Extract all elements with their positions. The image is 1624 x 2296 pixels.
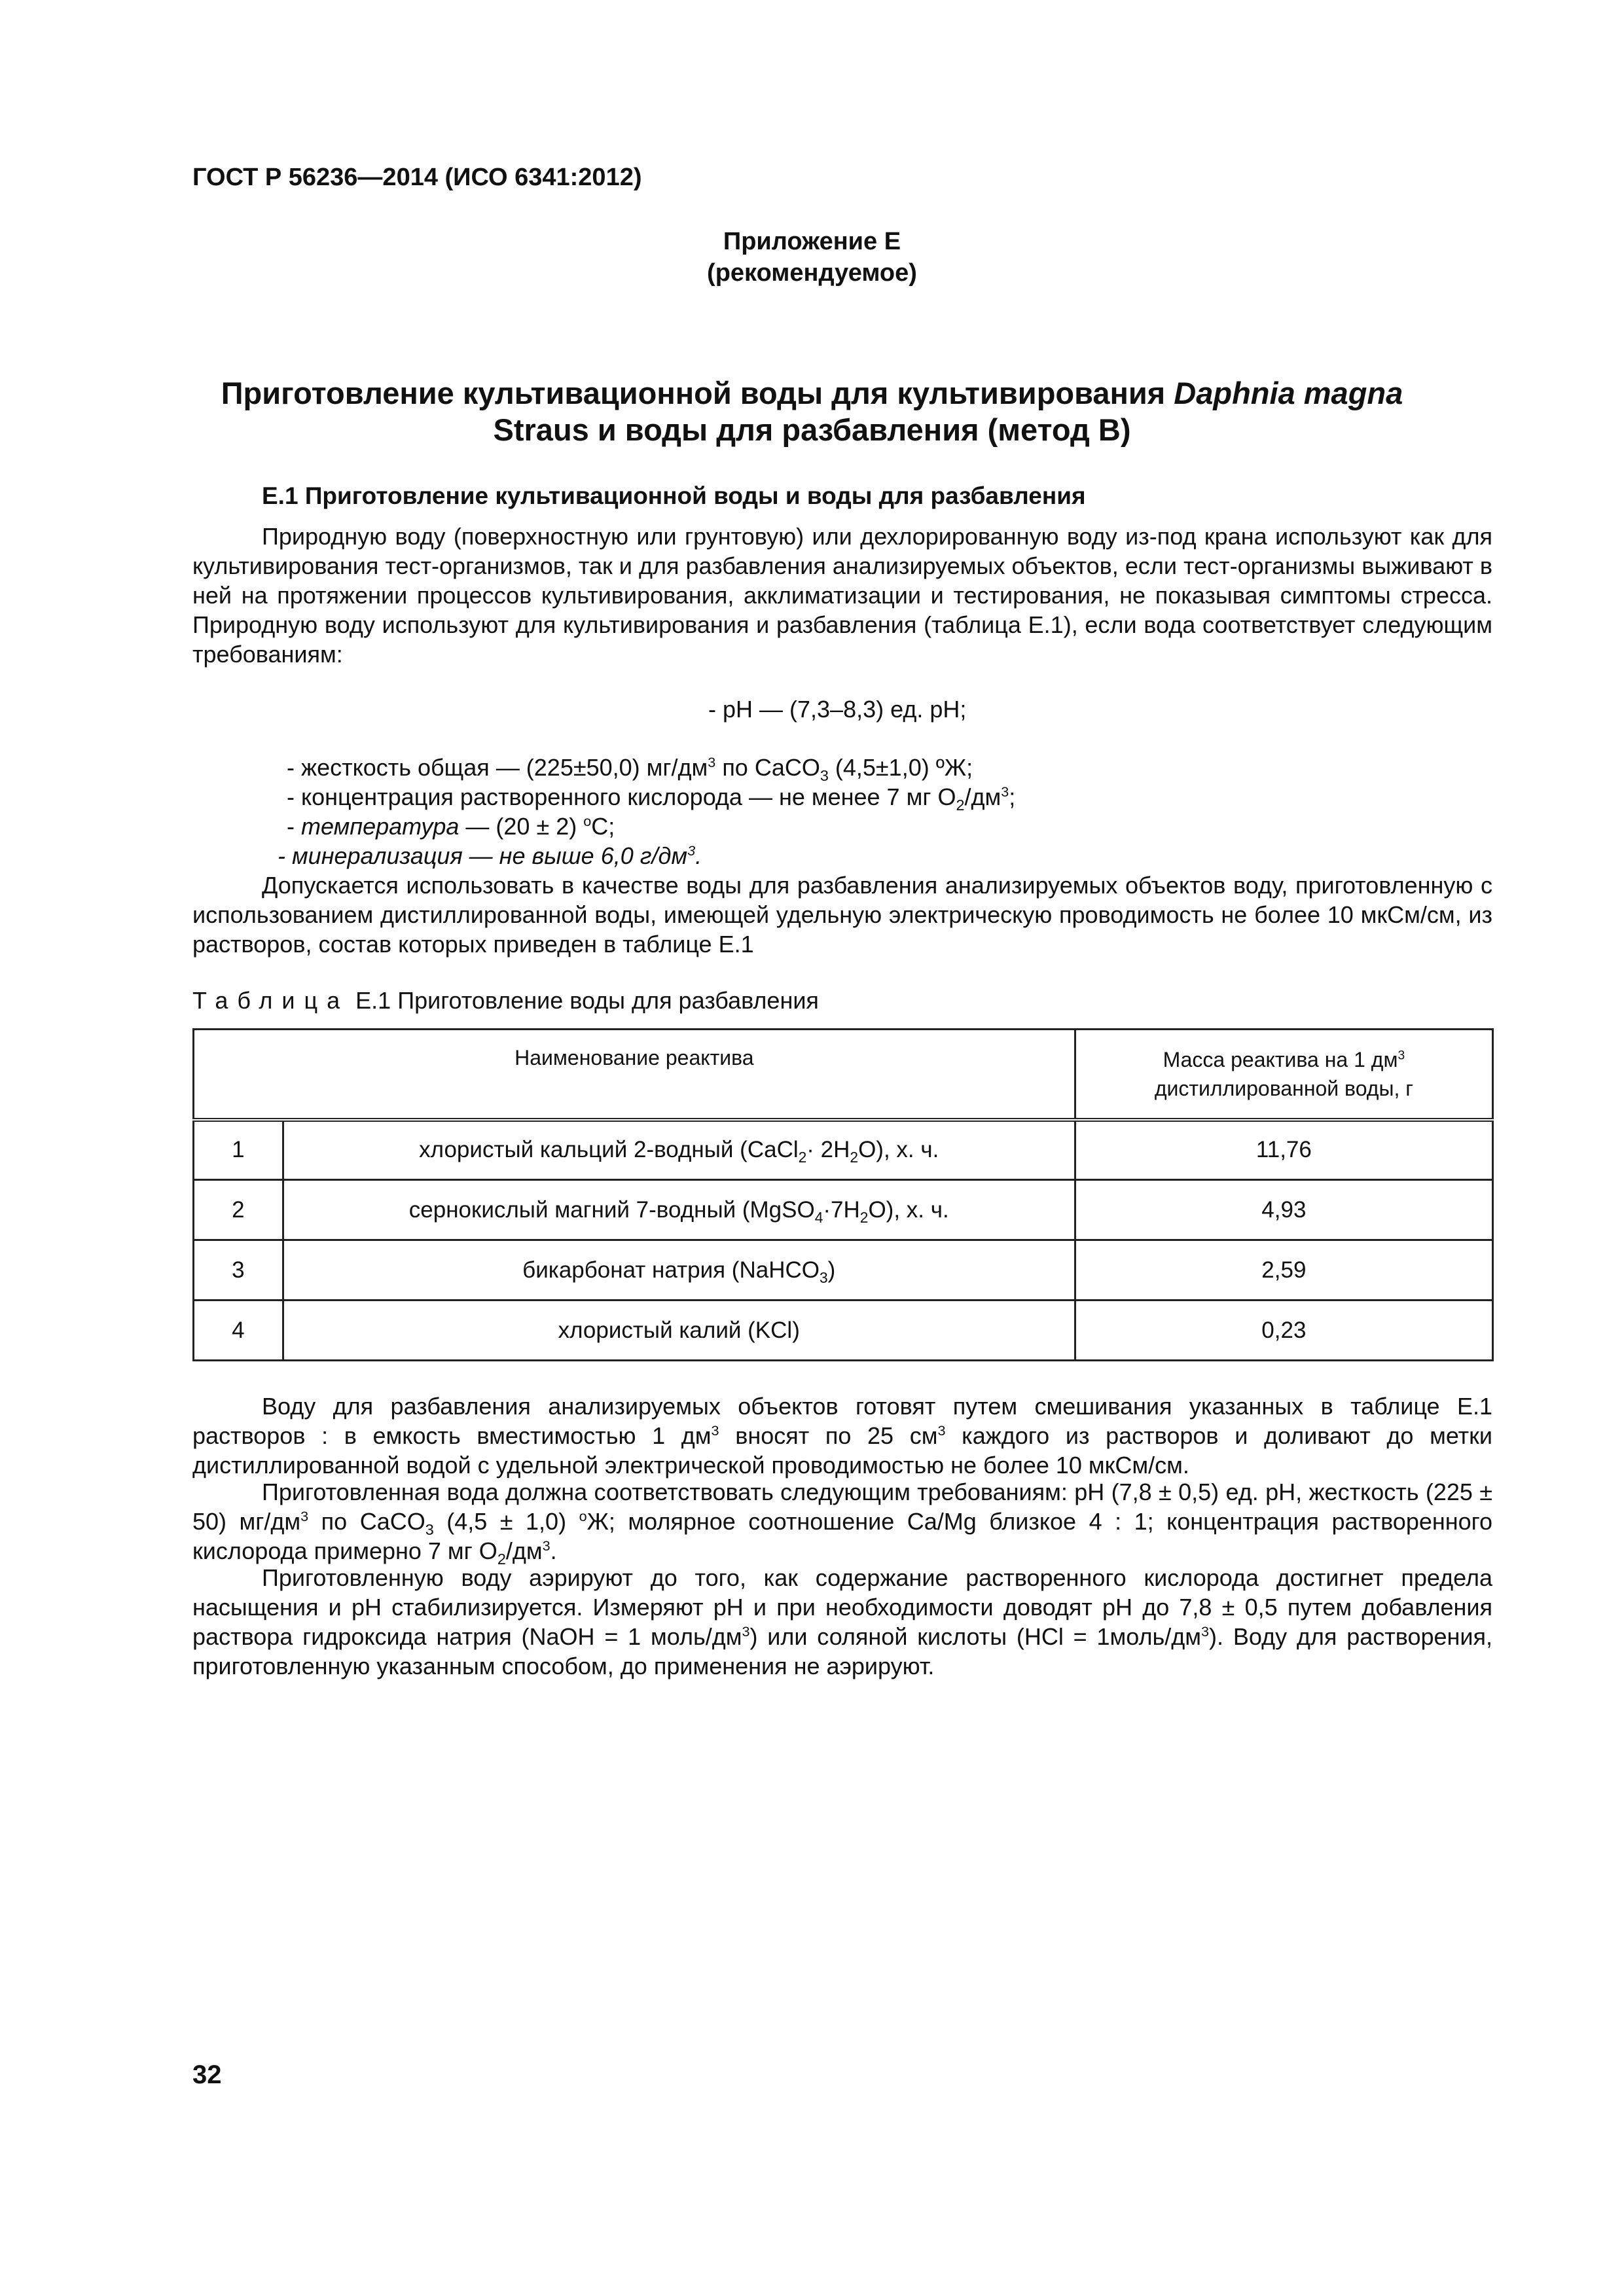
table-row xyxy=(194,1120,1493,1180)
table-header-row xyxy=(194,1030,1493,1120)
intro-text: Природную воду (поверхностную или грунтовую) или дехлорированную воду из-под крана используют как для культивирования тест-организмов, так и для разбавления анализируемых объектов, если тест-организмы выживают в ней на протяжении процессов культивирования, акклиматизации и тестирования, не показывая симптомы стресса. Природную воду используют для культивирования и разбавления (таблица Е.1), если вода соответствует следующим требованиям: xyxy=(192,523,1492,668)
table-row xyxy=(194,1300,1493,1361)
reagent-name: бикарбонат натрия (NaHCO$_3$) xyxy=(283,1240,1075,1300)
reagents-table xyxy=(192,1028,1494,1361)
appendix-status: (рекомендуемое) xyxy=(707,259,917,287)
reagent-mass: 0,23 xyxy=(1075,1300,1492,1361)
reagent-mass: 4,93 xyxy=(1075,1180,1492,1240)
row-number: 2 xyxy=(194,1180,283,1240)
header-reagent-mass: Масса реактива на 1 $дм^3$ дистиллированной воды, г xyxy=(1075,1030,1492,1120)
table-caption: Таблица Е.1 Приготовление воды для разбавления xyxy=(192,987,819,1014)
row-number: 4 xyxy=(194,1300,283,1361)
allowed-paragraph xyxy=(192,870,1492,959)
req-hardness: - жесткость общая — (225±50,0) $мг/дм^3$ по CaCO$_3$ (4,5±1,0) ºЖ; xyxy=(287,754,973,785)
header-reagent-name: Наименование реактива xyxy=(194,1030,1075,1120)
aeration-paragraph: Приготовленную воду аэрируют до того, как содержание растворенного кислорода достигнет предела насыщения и pH стабилизируется. Измеряют pH и при необходимости доводят pH до 7,8 ± 0,5 путем добавления раствора гидроксида натрия (NaOH = 1 моль/$дм^3$) или соляной кислоты $(HCl = 1моль/дм^3)$. Воду для растворения, приготовленную указанным способом, до применения не аэрируют. xyxy=(192,1564,1492,1679)
intro-paragraph xyxy=(192,522,1492,669)
reagent-name: хлористый кальций 2-водный (CaCl$_2$· $2H_2O$), х. ч. xyxy=(283,1120,1075,1180)
reagent-mass: 2,59 xyxy=(1075,1240,1492,1300)
title-text: Приготовление культивационной воды для культивирования xyxy=(221,376,1174,410)
req-temperature: - температура — (20 ± 2) $^o$C; xyxy=(287,813,615,840)
row-number: 1 xyxy=(194,1120,283,1180)
req-oxygen: - концентрация растворенного кислорода — не менее 7 мг $O_2/дм^3$; xyxy=(287,783,1016,814)
reagent-name: сернокислый магний 7-водный $(MgSO_4\cdot 7H_2O)$, х. ч. xyxy=(283,1180,1075,1240)
title-species: Daphnia magna xyxy=(1174,376,1403,410)
allowed-text: Допускается использовать в качестве воды для разбавления анализируемых объектов воду, приготовленную с использованием дистиллированной воды, имеющей удельную электрическую проводимость не более 10 мкСм/см, из растворов, состав которых приведен в таблице Е.1 xyxy=(192,872,1492,958)
req-ph: - pH — (7,3–8,3) ед. pH; xyxy=(708,696,967,723)
section-heading: Е.1 Приготовление культивационной воды и воды для разбавления xyxy=(262,482,1086,509)
title-line2: Straus и воды для разбавления (метод В) xyxy=(493,412,1131,447)
page-title xyxy=(0,375,1624,448)
appendix-title: Приложение Е xyxy=(723,228,901,255)
dilution-paragraph: Воду для разбавления анализируемых объектов готовят путем смешивания указанных в таблице Е.1 растворов : в емкость вместимостью 1 $дм^3$ вносят по 25 $см^3$ каждого из растворов и доливают до метки дистиллированной водой с удельной электрической проводимостью не более 10 мкСм/см. xyxy=(192,1393,1492,1479)
reagent-mass: 11,76 xyxy=(1075,1120,1492,1180)
row-number: 3 xyxy=(194,1240,283,1300)
table-row xyxy=(194,1180,1493,1240)
appendix-label xyxy=(0,226,1624,289)
page-number: 32 xyxy=(192,2060,222,2089)
document-header: ГОСТ Р 56236—2014 (ИСО 6341:2012) xyxy=(192,164,642,191)
req-mineralization: - минерализация — не выше 6,0 $г/дм^3$. xyxy=(278,842,702,869)
table-row xyxy=(194,1240,1493,1300)
requirements-paragraph: Приготовленная вода должна соответствовать следующим требованиям: pH (7,8 ± 0,5) ед. pH, жесткость (225 ± 50) $мг/дм^3$ по CaCO$_3$ (4,5 ± 1,0) $^o$Ж; молярное соотношение Ca/Mg близкое 4 : 1; концентрация растворенного кислорода примерно 7 мг $O_2/дм^3$. xyxy=(192,1479,1493,1568)
reagent-name: хлористый калий (KCl) xyxy=(283,1300,1075,1361)
